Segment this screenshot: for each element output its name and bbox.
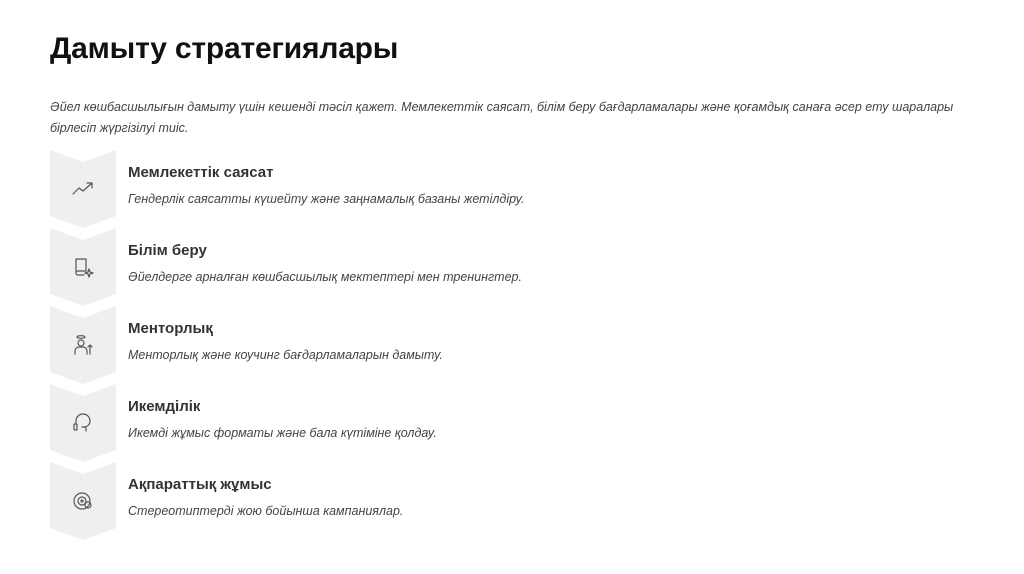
mentor-icon bbox=[71, 333, 95, 357]
strategy-list bbox=[50, 150, 950, 540]
chevron-marker bbox=[50, 150, 116, 228]
strategy-description: Икемді жұмыс форматы және бала күтіміне қолдау. bbox=[128, 426, 437, 440]
strategy-description: Әйелдерге арналған көшбасшылық мектептері мен тренингтер. bbox=[128, 270, 522, 284]
strategy-title: Ақпараттық жұмыс bbox=[128, 476, 272, 493]
strategy-title: Мемлекеттік саясат bbox=[128, 164, 274, 181]
target-chat-icon bbox=[71, 489, 95, 513]
strategy-description: Стереотиптерді жою бойынша кампаниялар. bbox=[128, 504, 404, 518]
slide-title: Дамыту стратегиялары bbox=[50, 32, 399, 65]
headset-icon bbox=[71, 411, 95, 435]
chevron-marker bbox=[50, 384, 116, 462]
strategy-item-education bbox=[50, 228, 950, 306]
book-sparkle-icon bbox=[71, 255, 95, 279]
chevron-marker bbox=[50, 306, 116, 384]
chevron-marker bbox=[50, 462, 116, 540]
chevron-marker bbox=[50, 228, 116, 306]
strategy-description: Менторлық және коучинг бағдарламаларын дамыту. bbox=[128, 348, 444, 362]
strategy-item-policy bbox=[50, 150, 950, 228]
strategy-description: Гендерлік саясатты күшейту және заңнамалық базаны жетілдіру. bbox=[128, 192, 525, 206]
strategy-item-mentoring bbox=[50, 306, 950, 384]
strategy-item-information bbox=[50, 462, 950, 540]
strategy-title: Менторлық bbox=[128, 320, 213, 337]
strategy-title: Білім беру bbox=[128, 242, 207, 259]
strategy-item-flexibility bbox=[50, 384, 950, 462]
trending-up-icon bbox=[71, 177, 95, 201]
slide-intro: Әйел көшбасшылығын дамыту үшін кешенді тәсіл қажет. Мемлекеттік саясат, білім беру бағдарламалары және қоғамдық санаға әсер ету шаралары бірлесіп жүргізілуі тиіс. bbox=[50, 100, 954, 135]
strategy-title: Икемділік bbox=[128, 398, 201, 415]
